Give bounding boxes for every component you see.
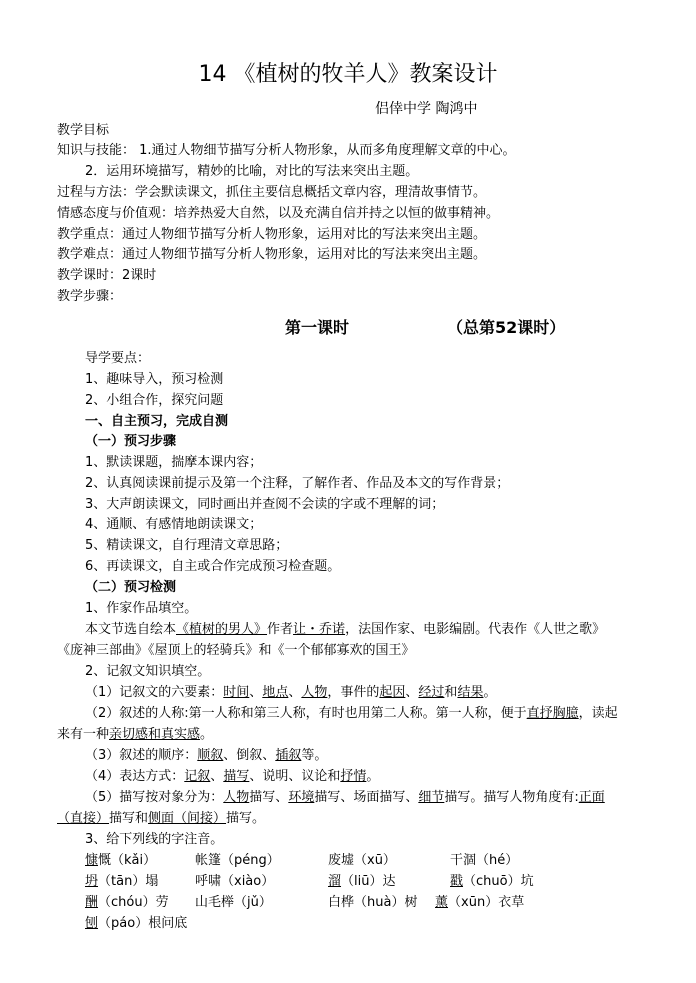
answer-front: 正面 <box>578 790 605 805</box>
pinyin-item: 帐篷（péng） <box>195 853 280 868</box>
step-1: 1、默读课题，揣摩本课内容； <box>85 455 263 470</box>
pinyin-item: 戳（chuō）坑 <box>450 874 534 889</box>
knowledge-description: （5）描写按对象分为：人物描写、环境描写、场面描写、细节描写。描写人物角度有:正面 <box>85 790 605 805</box>
knowledge-six-elements: （1）记叙文的六要素：时间、地点、人物，事件的起因、经过和结果。 <box>85 685 497 700</box>
emotion-values: 情感态度与价值观：培养热爱大自然，以及充满自信并持之以恒的做事精神。 <box>57 206 500 221</box>
answer-person: 人物 <box>301 685 328 700</box>
pinyin-item: 刨（páo）根问底 <box>85 916 188 931</box>
class-hours: 教学课时：2课时 <box>57 268 157 283</box>
answer-direct-angle: （直接） <box>57 811 110 826</box>
pinyin-item: 呼啸（xiào） <box>195 874 275 889</box>
check-3: 3、给下列线的字注音。 <box>85 832 224 847</box>
document-title: 14 《植树的牧羊人》教案设计 <box>198 62 498 87</box>
pinyin-item: 废墟（xū） <box>328 853 396 868</box>
process-methods: 过程与方法：学会默读课文，抓住主要信息概括文章内容，理清故事情节。 <box>57 185 487 200</box>
knowledge-order: （3）叙述的顺序：顺叙、倒叙、插叙等。 <box>85 748 328 763</box>
answer-interpolated: 插叙 <box>275 748 302 763</box>
step-4: 4、通顺、有感情地朗读课文； <box>85 517 263 532</box>
pinyin-item: 溜（liū）达 <box>328 874 396 889</box>
answer-intimacy: 亲切感和真实感 <box>109 727 201 742</box>
lesson-title: 第一课时 <box>285 318 350 337</box>
knowledge-person-cont: 来有一种亲切感和真实感。 <box>57 727 214 742</box>
author-name: 让・乔诺 <box>293 622 346 637</box>
guide-heading: 导学要点： <box>85 351 151 366</box>
lesson-total: （总第52课时） <box>447 318 566 337</box>
answer-place: 地点 <box>262 685 289 700</box>
steps-heading: 教学步骤： <box>57 289 123 304</box>
answer-direct: 直抒胸臆 <box>526 706 579 721</box>
objectives-heading: 教学目标 <box>57 123 110 138</box>
pinyin-item: 坍（tān）塌 <box>85 874 159 889</box>
part1-heading: 一、自主预习，完成自测 <box>85 414 229 429</box>
knowledge-description-cont: （直接）描写和侧面（间接）描写。 <box>57 811 266 826</box>
answer-narration: 记叙 <box>184 769 211 784</box>
answer-character: 人物 <box>223 790 250 805</box>
knowledge-person: （2）叙述的人称:第一人称和第三人称，有时也用第二人称。第一人称，便于直抒胸臆，读起 <box>85 706 618 721</box>
author-line: 侣倖中学 陶鸿中 <box>375 101 478 117</box>
difficulty: 教学难点：通过人物细节描写分析人物形象，运用对比的写法来突出主题。 <box>57 247 487 262</box>
answer-process: 经过 <box>418 685 445 700</box>
pinyin-item: 白桦（huà）树 <box>328 895 418 910</box>
pinyin-item: 山毛榉（jǔ） <box>195 895 272 910</box>
answer-result: 结果 <box>457 685 484 700</box>
key-point: 教学重点：通过人物细节描写分析人物形象，运用对比的写法来突出主题。 <box>57 227 487 242</box>
guide-item-1: 1、趣味导入，预习检测 <box>85 372 224 387</box>
answer-description: 描写 <box>223 769 250 784</box>
knowledge-expression: （4）表达方式：记叙、描写、说明、议论和抒情。 <box>85 769 380 784</box>
answer-lyric: 抒情 <box>340 769 367 784</box>
source-line: 本文节选自绘本《植树的男人》作者让・乔诺，法国作家、电影编剧。代表作《人世之歌》 <box>85 622 606 637</box>
answer-detail: 细节 <box>418 790 445 805</box>
sub1-heading: （一）预习步骤 <box>85 434 177 449</box>
pinyin-item: 慷慨（kǎi） <box>85 853 157 868</box>
answer-environment: 环境 <box>288 790 315 805</box>
check-2: 2、记叙文知识填空。 <box>85 664 211 679</box>
pinyin-item: 干涸（hé） <box>450 853 519 868</box>
works-line: 《庞神三部曲》《屋顶上的轻骑兵》和《一个郁郁寡欢的国王》 <box>57 643 415 658</box>
step-5: 5、精读课文，自行理清文章思路； <box>85 538 289 553</box>
knowledge-skills-1: 知识与技能： 1.通过人物细节描写分析人物形象，从而多角度理解文章的中心。 <box>57 143 516 158</box>
book-title: 《植树的男人》 <box>176 622 268 637</box>
guide-item-2: 2、小组合作，探究问题 <box>85 393 224 408</box>
answer-time: 时间 <box>223 685 250 700</box>
step-6: 6、再读课文，自主或合作完成预习检查题。 <box>85 559 341 574</box>
step-2: 2、认真阅读课前提示及第一个注释，了解作者、作品及本文的写作背景； <box>85 476 510 491</box>
pinyin-item: 酬（chóu）劳 <box>85 895 169 910</box>
pinyin-item: 薰（xūn）衣草 <box>435 895 525 910</box>
answer-side: 侧面（间接） <box>148 811 227 826</box>
sub2-heading: （二）预习检测 <box>85 580 177 595</box>
check-1: 1、作家作品填空。 <box>85 601 198 616</box>
answer-sequential: 顺叙 <box>197 748 224 763</box>
step-3: 3、大声朗读课文，同时画出并查阅不会读的字或不理解的词； <box>85 497 445 512</box>
knowledge-skills-2: 2．运用环境描写，精妙的比喻，对比的写法来突出主题。 <box>85 164 419 179</box>
answer-cause: 起因 <box>379 685 406 700</box>
